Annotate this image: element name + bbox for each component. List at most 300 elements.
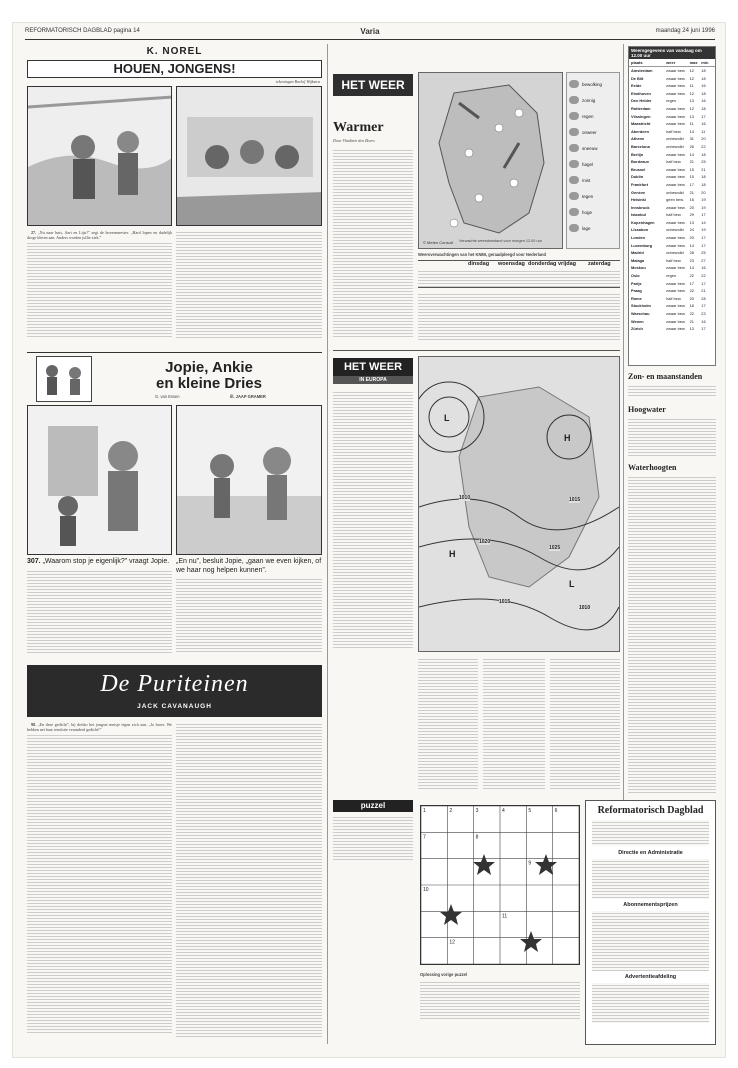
city-cell: 20	[701, 136, 706, 142]
comic1-illustration-left	[28, 87, 172, 226]
comic1-illustration-right	[177, 87, 322, 226]
city-cell: zwaar bew.	[666, 288, 686, 294]
city-cell: 16	[701, 265, 706, 271]
europe-text	[333, 390, 413, 650]
europe-subtitle: IN EUROPA	[333, 376, 413, 384]
city-cell: 21	[689, 189, 694, 195]
puzzle-solution	[420, 980, 580, 1020]
water-levels-title: Waterhoogten	[628, 463, 677, 472]
tides-hoogwater-text	[628, 417, 716, 457]
europe-text-4	[550, 657, 620, 791]
city-cell: 18	[689, 303, 694, 309]
puzzle-grid[interactable]	[420, 805, 580, 965]
city-cell: 17	[701, 235, 706, 241]
isobar-label: 1025	[549, 545, 561, 551]
city-row	[629, 120, 715, 128]
city-cell: onbewolkt	[666, 250, 684, 256]
city-row	[629, 82, 715, 90]
city-cell: 19	[701, 204, 706, 210]
svg-text:© Meteo Consult: © Meteo Consult	[423, 240, 453, 245]
city-cell: Brussel	[631, 166, 646, 172]
grid-number: 5	[528, 808, 532, 814]
forecast-days	[418, 261, 620, 267]
city-cell: Londen	[631, 235, 646, 241]
comic2-illustration-left	[28, 406, 172, 555]
weather-title: Warmer	[333, 120, 384, 135]
city-cell: Berlijn	[631, 151, 644, 157]
city-row	[629, 166, 715, 174]
city-cell: zwaar bew.	[666, 265, 686, 271]
city-row	[629, 196, 715, 204]
city-cell: zwaar bew.	[666, 303, 686, 309]
city-cell: half bew.	[666, 295, 682, 301]
city-cell: zwaar bew.	[666, 68, 686, 73]
city-cell: Parijs	[631, 280, 642, 286]
city-cell: geen bew.	[666, 197, 684, 203]
legend-label: hoge	[582, 209, 593, 215]
comic2-text-right: „En nu”, besluit Jopie, „gaan we even kijken, of we haar nog helpen kunnen”.	[176, 558, 322, 660]
city-cell: Barcelona	[631, 143, 650, 149]
weather-map-nl	[418, 72, 563, 249]
grid-number: 1	[423, 808, 426, 814]
legend-label: lage	[582, 225, 591, 231]
city-cell: 23	[701, 311, 706, 316]
city-cell: 28	[701, 295, 706, 301]
city-row	[629, 249, 715, 257]
star-icon	[535, 854, 557, 875]
weather-article-text	[333, 148, 413, 338]
city-cell: 11	[701, 128, 706, 134]
city-cell: regen	[666, 98, 677, 104]
tides-sun-text	[628, 384, 716, 398]
city-table-header: plaats weer max min	[629, 59, 715, 67]
city-cell: Luxemburg	[631, 242, 653, 248]
city-cell: 20	[689, 235, 694, 241]
city-cell: 16	[701, 98, 706, 104]
city-cell: 24	[689, 227, 694, 233]
city-cell: De Bilt	[631, 75, 644, 81]
legend-item	[569, 172, 617, 188]
legend-item	[569, 108, 617, 124]
city-cell: 11	[689, 121, 694, 127]
city-row	[629, 158, 715, 166]
city-cell: 22	[689, 273, 694, 279]
grid-number: 7	[423, 834, 426, 841]
city-cell: Athene	[631, 136, 645, 142]
city-row	[629, 325, 715, 333]
city-cell: 26	[689, 143, 694, 149]
city-row	[629, 302, 715, 310]
city-cell: Eelde	[631, 83, 642, 89]
city-cell: zwaar bew.	[666, 204, 686, 210]
city-cell: zwaar bew.	[666, 242, 686, 248]
city-cell: zwaar bew.	[666, 90, 686, 96]
tides-sun-title: Zon- en maanstanden	[628, 372, 703, 381]
city-row	[629, 295, 715, 303]
city-cell: zwaar bew.	[666, 113, 686, 119]
svg-text:H: H	[449, 549, 456, 559]
serial-title: De Puriteinen	[100, 671, 249, 697]
europe-text-3	[483, 657, 545, 791]
legend-label: regen	[582, 113, 594, 119]
city-cell: 20	[701, 189, 706, 195]
city-cell: 18	[701, 181, 706, 187]
crossword-grid	[421, 806, 579, 964]
city-cell: zwaar bew.	[666, 219, 686, 225]
city-cell: zwaar bew.	[666, 235, 686, 241]
city-row	[629, 181, 715, 189]
city-cell: 17	[701, 326, 706, 332]
masthead-subscription-title: Abonnementsprijzen	[623, 902, 678, 908]
city-cell: 19	[701, 227, 706, 233]
city-cell: 27	[701, 257, 706, 263]
star-icon	[520, 931, 542, 952]
city-row	[629, 287, 715, 295]
serial-author: JACK CAVANAUGH	[137, 703, 212, 710]
city-row	[629, 234, 715, 242]
city-cell: 28	[689, 250, 694, 256]
city-cell: zwaar bew.	[666, 280, 686, 286]
legend-label: bewolking	[582, 81, 603, 87]
city-cell: 19	[701, 197, 706, 203]
grid-number: 11	[502, 913, 508, 920]
legend-item	[569, 92, 617, 108]
city-cell: Moskou	[631, 265, 646, 271]
city-cell: 20	[689, 295, 694, 301]
city-cell: 21	[701, 166, 706, 172]
weather-symbol-icon	[569, 80, 579, 88]
legend-label: hagel	[582, 161, 594, 167]
city-cell: zwaar bew.	[666, 181, 686, 187]
legend-label: tegen	[582, 193, 594, 199]
children-icon	[37, 357, 91, 401]
city-cell: zwaar bew.	[666, 326, 686, 332]
city-cell: 25	[701, 159, 706, 165]
legend-item	[569, 76, 617, 92]
city-cell: 20	[689, 204, 694, 210]
city-cell: onbewolkt	[666, 189, 684, 195]
city-cell: 17	[701, 113, 706, 119]
comic1-text-left: 27. „Nu naar huis, Aart en Lijst!” zegt de bovenmeester. „Hard lopen en dadelijk droge kleren aan. Anders worden jullie ziek.”	[27, 230, 172, 348]
city-cell: Frankfurt	[631, 181, 649, 187]
weather-symbol-icon	[569, 160, 579, 168]
grid-number: 4	[502, 808, 505, 814]
weather-map-europe	[418, 356, 620, 652]
svg-text:L: L	[444, 413, 450, 423]
serial-text-right	[176, 722, 322, 1042]
city-cell: 12	[689, 68, 694, 73]
city-row	[629, 264, 715, 272]
star-icon	[473, 854, 495, 875]
city-cell: Zürich	[631, 326, 643, 332]
comic2-author: G. van Essen	[155, 394, 180, 399]
city-cell: 17	[689, 280, 694, 286]
city-cell: 17	[701, 242, 706, 248]
masthead-title: Reformatorisch Dagblad	[597, 805, 704, 816]
city-cell: Warschau	[631, 311, 650, 316]
city-cell: 29	[689, 212, 694, 218]
city-cell: Madrid	[631, 250, 644, 256]
comic2-text-left: 307. „Waarom stop je eigenlijk?” vraagt Jopie.	[27, 558, 172, 660]
serial-banner	[27, 665, 322, 717]
city-cell: 15	[689, 174, 694, 180]
city-cell: 11	[689, 83, 694, 89]
city-cell: Vlissingen	[631, 113, 651, 119]
city-row	[629, 173, 715, 181]
weather-text-bottom	[418, 292, 620, 340]
city-cell: half bew.	[666, 257, 682, 263]
svg-text:H: H	[564, 433, 571, 443]
city-row	[629, 75, 715, 83]
water-levels-text	[628, 475, 716, 795]
city-cell: 18	[701, 174, 706, 180]
legend-label: onweer	[582, 129, 597, 135]
city-cell: zwaar bew.	[666, 105, 686, 111]
city-cell: 12	[689, 75, 694, 81]
comic2-title: Jopie, Ankie en kleine Dries	[156, 359, 262, 392]
city-cell: Bordeaux	[631, 159, 649, 165]
forecast-day: donderdag	[528, 261, 557, 267]
grid-number: 6	[554, 808, 558, 814]
weather-symbol-icon	[569, 224, 579, 232]
city-cell: 13	[689, 113, 694, 119]
city-cell: Praag	[631, 288, 642, 294]
comic2-logo-image	[36, 356, 92, 402]
city-cell: 17	[701, 303, 706, 309]
city-cell: Dublin	[631, 174, 644, 180]
city-cell: 17	[701, 212, 706, 218]
weather-legend	[566, 72, 620, 249]
isobar-label: 1010	[459, 495, 471, 501]
city-cell: 12	[689, 90, 694, 96]
city-cell: 14	[689, 265, 694, 271]
city-cell: 14	[689, 242, 694, 248]
city-cell: half bew.	[666, 159, 682, 165]
section-title: Varia	[360, 27, 380, 36]
weather-symbol-icon	[569, 112, 579, 120]
city-cell: Wenen	[631, 318, 644, 324]
weather-logo: HET WEER	[333, 74, 413, 96]
city-row	[629, 97, 715, 105]
city-cell: Innsbruck	[631, 204, 650, 210]
forecast-day: zaterdag	[588, 261, 611, 267]
weather-forecast-table	[418, 260, 620, 288]
weather-symbol-icon	[569, 128, 579, 136]
comic1-title-box	[27, 60, 322, 78]
city-table-title: Weersgegevens van vandaag om 12.00 uur	[629, 47, 715, 59]
comic2-illustration-right	[177, 406, 322, 555]
city-cell: 18	[701, 75, 706, 81]
isobar-label: 1015	[499, 599, 511, 605]
divider	[333, 350, 620, 351]
city-cell: 13	[689, 98, 694, 104]
city-cell: Stockholm	[631, 303, 651, 309]
isobar-label: 1020	[479, 539, 491, 545]
city-cell: Istanbul	[631, 212, 646, 218]
page-header	[25, 28, 715, 38]
city-cell: zwaar bew.	[666, 83, 686, 89]
city-row	[629, 151, 715, 159]
city-row	[629, 105, 715, 113]
city-cell: Rotterdam	[631, 105, 651, 111]
city-cell: Maastricht	[631, 121, 651, 127]
masthead-address-title: Directie en Administratie	[618, 850, 683, 856]
puzzle-solution-title: Oplossing vorige puzzel	[420, 972, 468, 977]
weather-symbol-icon	[569, 192, 579, 200]
city-cell: 18	[701, 90, 706, 96]
city-cell: 14	[689, 128, 694, 134]
star-icon	[440, 904, 462, 925]
forecast-day: vrijdag	[558, 261, 577, 267]
city-cell: zwaar bew.	[666, 311, 686, 316]
city-cell: 17	[689, 181, 694, 187]
forecast-day: dinsdag	[468, 261, 490, 267]
legend-item	[569, 188, 617, 204]
city-cell: 31	[689, 136, 694, 142]
city-cell: regen	[666, 273, 677, 279]
city-cell: 22	[701, 273, 706, 279]
city-cell: Den Helder	[631, 98, 652, 104]
city-row	[629, 211, 715, 219]
isobar-label: 1010	[579, 605, 591, 611]
weather-map-caption: Verwachte weerstoestand voor morgen 12.00 uur	[459, 239, 542, 243]
city-cell: zwaar bew.	[666, 174, 686, 180]
comic1-author: K. NOREL	[146, 46, 203, 57]
comic1-credit: tekeningen Roelof Wijkstra	[275, 79, 320, 84]
city-cell: 16	[701, 121, 706, 127]
city-row	[629, 189, 715, 197]
city-row	[629, 143, 715, 151]
header-rule	[25, 39, 715, 40]
comic2-panel-left	[27, 405, 172, 555]
city-row	[629, 226, 715, 234]
forecast-day: woensdag	[498, 261, 525, 267]
comic1-panel-left	[27, 86, 172, 226]
city-cell: Rome	[631, 295, 642, 301]
city-cell: onbewolkt	[666, 143, 684, 149]
serial-text-left: 98. „En deze gedicht”, bij dreiko het jongste meisje tegen zich aan. „Jo broer. We hebben net haar tenslotte veranderd gedicht!”	[27, 722, 172, 1042]
city-cell: Kopenhagen	[631, 219, 655, 225]
city-weather-table	[628, 46, 716, 366]
weather-symbol-icon	[569, 176, 579, 184]
city-cell: 18	[701, 105, 706, 111]
city-cell: 16	[701, 83, 706, 89]
city-row	[629, 113, 715, 121]
comic2-panel-right	[176, 405, 322, 555]
isobar-label: 1015	[569, 497, 581, 503]
tides-hoogwater-title: Hoogwater	[628, 405, 666, 414]
city-cell: Genève	[631, 189, 646, 195]
city-cell: half bew.	[666, 212, 682, 218]
city-cell: 21	[689, 159, 694, 165]
masthead-box	[585, 800, 716, 1045]
legend-label: sneeuw	[582, 145, 598, 151]
legend-item	[569, 220, 617, 236]
city-row	[629, 128, 715, 136]
city-cell: 23	[689, 257, 694, 263]
city-cell: 18	[701, 68, 706, 73]
weather-symbol-icon	[569, 96, 579, 104]
grid-number: 8	[475, 834, 479, 841]
city-cell: 22	[689, 311, 694, 316]
svg-text:L: L	[569, 579, 575, 589]
city-row	[629, 242, 715, 250]
city-row	[629, 257, 715, 265]
city-cell: 25	[701, 250, 706, 256]
city-row	[629, 90, 715, 98]
europe-logo: HET WEER	[333, 358, 413, 376]
legend-label: zonnig	[582, 97, 596, 103]
city-cell: Eindhoven	[631, 90, 651, 96]
city-cell: 16	[689, 197, 694, 203]
city-cell: 17	[701, 280, 706, 286]
city-cell: 21	[689, 318, 694, 324]
city-cell: zwaar bew.	[666, 318, 686, 324]
legend-item	[569, 204, 617, 220]
legend-item	[569, 140, 617, 156]
header-date: maandag 24 juni 1996	[655, 28, 715, 34]
grid-number: 12	[449, 939, 455, 946]
weather-table-title: Weersverwachtingen van het KNMI, geraadpleegd voor Nederland	[418, 252, 547, 257]
city-cell: Oslo	[631, 273, 640, 279]
city-row	[629, 280, 715, 288]
city-row	[629, 310, 715, 318]
comic1-panel-right	[176, 86, 322, 226]
city-cell: 12	[689, 105, 694, 111]
city-cell: half bew.	[666, 128, 682, 134]
city-cell: 16	[701, 318, 706, 324]
grid-number: 9	[528, 860, 532, 867]
comic1-text-right	[176, 230, 322, 348]
puzzle-title: puzzel	[333, 800, 413, 812]
city-cell: onbewolkt	[666, 227, 684, 233]
city-row	[629, 135, 715, 143]
divider	[27, 352, 322, 353]
column-divider	[327, 44, 328, 1044]
city-row	[629, 219, 715, 227]
grid-number: 10	[423, 887, 429, 893]
comic2-credit: ill. JAAP GRAMER	[230, 394, 266, 399]
city-cell: onbewolkt	[666, 136, 684, 142]
city-cell: 14	[689, 151, 694, 157]
masthead-ads-title: Advertentieafdeling	[624, 974, 677, 980]
city-cell: Aberdeen	[631, 128, 649, 134]
city-cell: zwaar bew.	[666, 75, 686, 81]
weather-byline: Door Vladimir den Boers	[333, 138, 375, 143]
weather-symbol-icon	[569, 208, 579, 216]
legend-item	[569, 156, 617, 172]
city-cell: 13	[689, 219, 694, 225]
city-cell: Malaga	[631, 257, 645, 263]
city-cell: Helsinki	[631, 197, 646, 203]
city-row	[629, 272, 715, 280]
city-cell: 18	[701, 151, 706, 157]
city-cell: zwaar bew.	[666, 151, 686, 157]
header-left: REFORMATORISCH DAGBLAD pagina 14	[25, 28, 140, 34]
europe-text-2	[418, 657, 478, 791]
city-cell: 22	[689, 288, 694, 294]
city-cell: 14	[701, 219, 706, 225]
netherlands-map	[419, 73, 562, 248]
city-row	[629, 318, 715, 326]
city-row	[629, 67, 715, 75]
city-cell: 15	[689, 166, 694, 172]
city-row	[629, 204, 715, 212]
legend-item	[569, 124, 617, 140]
city-cell: 22	[701, 143, 706, 149]
grid-number: 3	[475, 808, 479, 814]
city-cell: zwaar bew.	[666, 121, 686, 127]
